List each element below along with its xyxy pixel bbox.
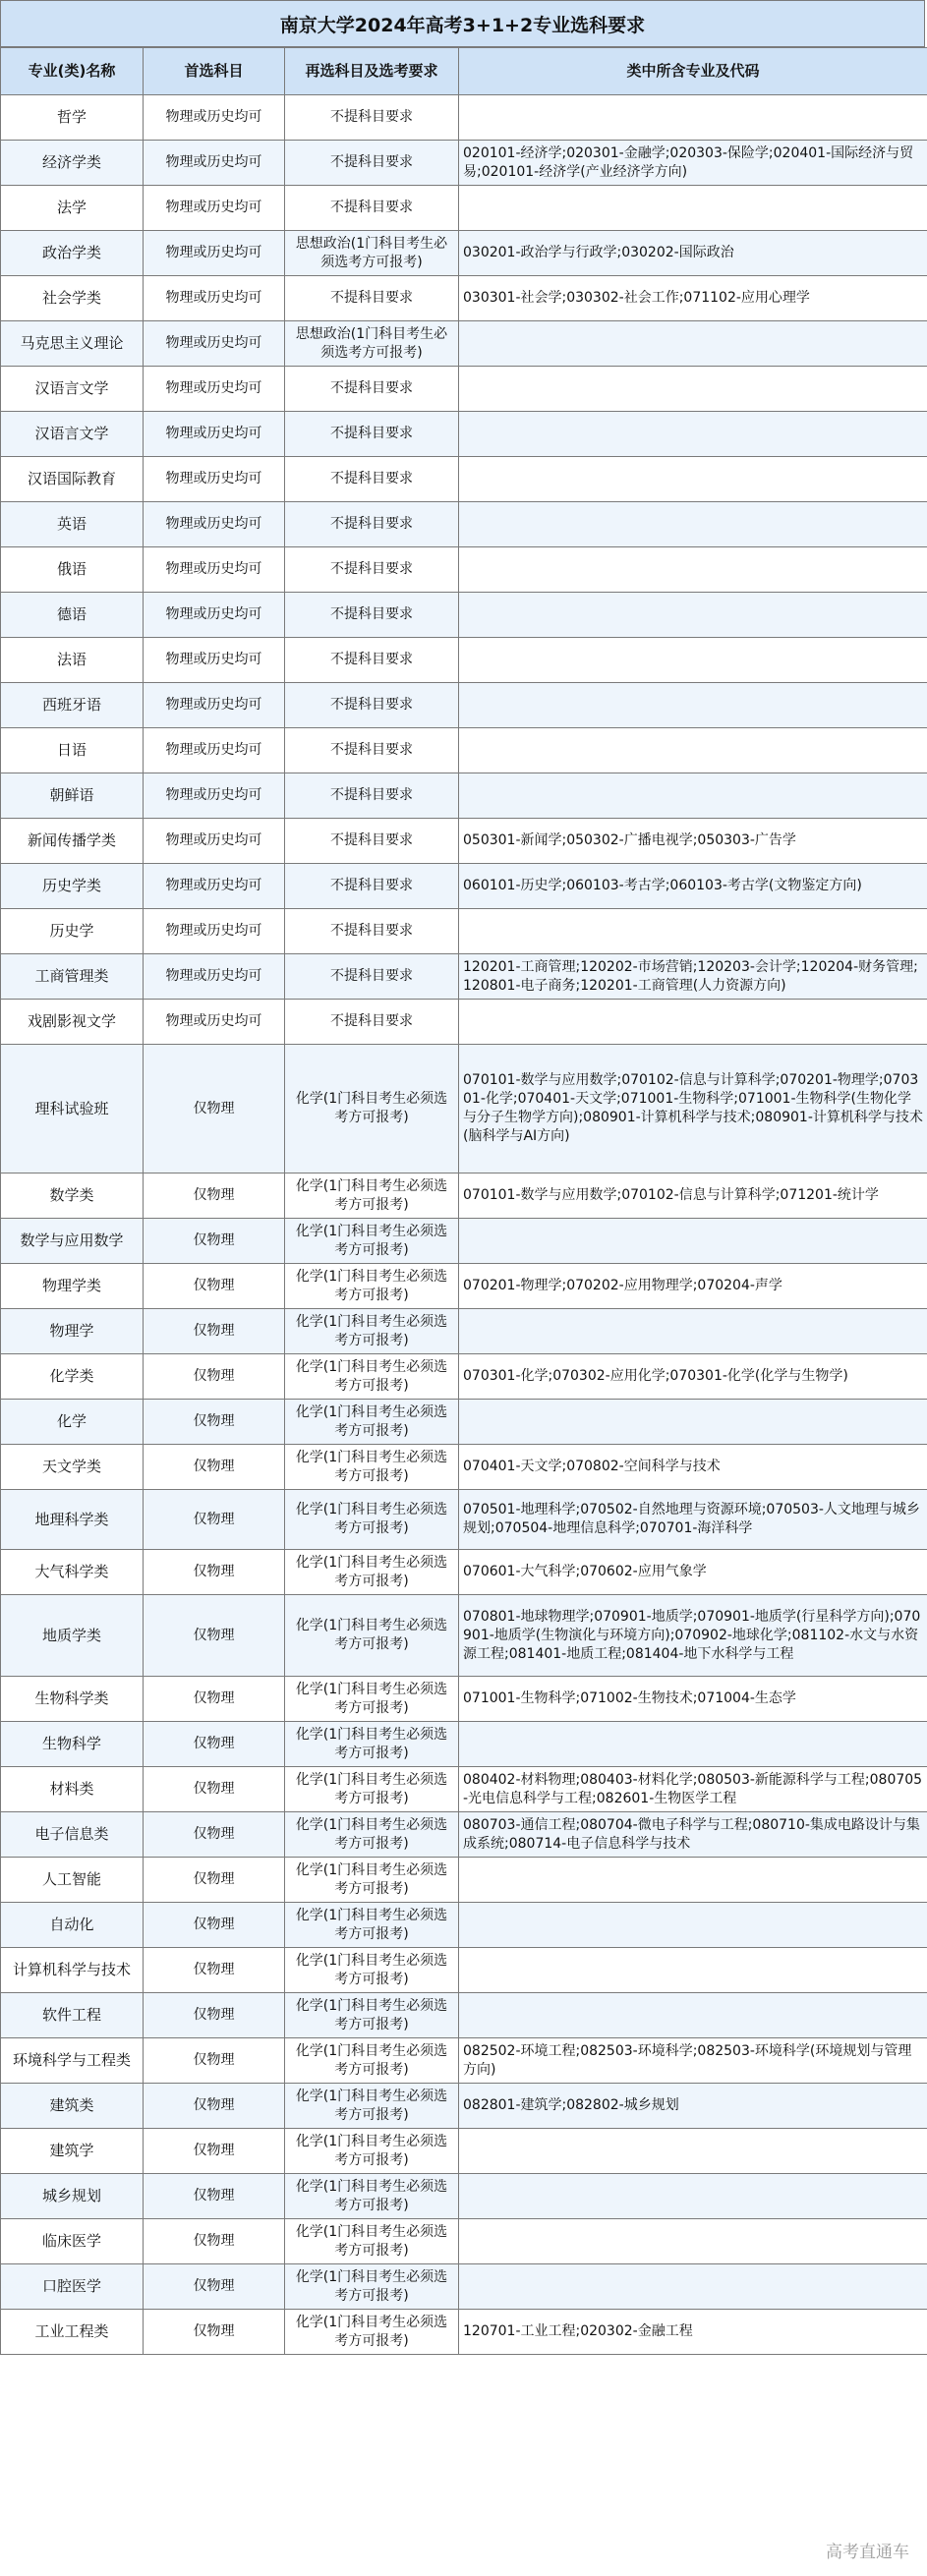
major-name-cell: 理科试验班 — [1, 1045, 144, 1174]
major-name-cell: 环境科学与工程类 — [1, 2038, 144, 2084]
second-subject-cell: 不提科目要求 — [285, 1000, 459, 1045]
table-row — [1, 1595, 927, 1677]
included-majors-cell: 070201-物理学;070202-应用物理学;070204-声学 — [459, 1264, 927, 1309]
table-row — [1, 1219, 927, 1264]
table-row — [1, 412, 927, 457]
major-name-cell: 马克思主义理论 — [1, 321, 144, 367]
first-subject-cell: 仅物理 — [144, 1677, 285, 1722]
second-subject-cell: 化学(1门科目考生必须选考方可报考) — [285, 2038, 459, 2084]
first-subject-cell: 物理或历史均可 — [144, 728, 285, 773]
included-majors-cell: 080703-通信工程;080704-微电子科学与工程;080710-集成电路设计与集成系统;080714-电子信息科学与技术 — [459, 1812, 927, 1858]
major-name-cell: 口腔医学 — [1, 2264, 144, 2310]
first-subject-cell: 物理或历史均可 — [144, 954, 285, 1000]
second-subject-cell: 化学(1门科目考生必须选考方可报考) — [285, 2219, 459, 2264]
table-row — [1, 593, 927, 638]
second-subject-cell: 化学(1门科目考生必须选考方可报考) — [285, 1174, 459, 1219]
included-majors-cell — [459, 2129, 927, 2174]
first-subject-cell: 仅物理 — [144, 1550, 285, 1595]
major-name-cell: 新闻传播学类 — [1, 819, 144, 864]
major-name-cell: 城乡规划 — [1, 2174, 144, 2219]
first-subject-cell: 仅物理 — [144, 1445, 285, 1490]
table-row — [1, 276, 927, 321]
major-name-cell: 物理学 — [1, 1309, 144, 1354]
major-name-cell: 数学类 — [1, 1174, 144, 1219]
first-subject-cell: 仅物理 — [144, 1722, 285, 1767]
first-subject-cell: 仅物理 — [144, 1264, 285, 1309]
table-row — [1, 1858, 927, 1903]
table-row — [1, 2084, 927, 2129]
major-name-cell: 哲学 — [1, 95, 144, 141]
table-row — [1, 1174, 927, 1219]
major-name-cell: 物理学类 — [1, 1264, 144, 1309]
second-subject-cell: 不提科目要求 — [285, 683, 459, 728]
included-majors-cell — [459, 2174, 927, 2219]
included-majors-cell — [459, 367, 927, 412]
table-row — [1, 2174, 927, 2219]
major-name-cell: 天文学类 — [1, 1445, 144, 1490]
table-row — [1, 141, 927, 186]
major-name-cell: 材料类 — [1, 1767, 144, 1812]
second-subject-cell: 化学(1门科目考生必须选考方可报考) — [285, 1309, 459, 1354]
first-subject-cell: 物理或历史均可 — [144, 819, 285, 864]
major-name-cell: 历史学 — [1, 909, 144, 954]
second-subject-cell: 不提科目要求 — [285, 954, 459, 1000]
table-row — [1, 95, 927, 141]
header-second-subject: 再选科目及选考要求 — [285, 48, 459, 95]
table-row — [1, 1903, 927, 1948]
table-row — [1, 1767, 927, 1812]
first-subject-cell: 仅物理 — [144, 1045, 285, 1174]
second-subject-cell: 不提科目要求 — [285, 547, 459, 593]
major-name-cell: 英语 — [1, 502, 144, 547]
major-name-cell: 经济学类 — [1, 141, 144, 186]
table-row — [1, 773, 927, 819]
first-subject-cell: 物理或历史均可 — [144, 367, 285, 412]
table-row — [1, 1354, 927, 1400]
included-majors-cell: 070601-大气科学;070602-应用气象学 — [459, 1550, 927, 1595]
included-majors-cell: 082502-环境工程;082503-环境科学;082503-环境科学(环境规划与管理方向) — [459, 2038, 927, 2084]
major-name-cell: 化学 — [1, 1400, 144, 1445]
second-subject-cell: 化学(1门科目考生必须选考方可报考) — [285, 1219, 459, 1264]
major-name-cell: 生物科学类 — [1, 1677, 144, 1722]
first-subject-cell: 物理或历史均可 — [144, 547, 285, 593]
major-name-cell: 戏剧影视文学 — [1, 1000, 144, 1045]
first-subject-cell: 仅物理 — [144, 2219, 285, 2264]
first-subject-cell: 仅物理 — [144, 2038, 285, 2084]
first-subject-cell: 仅物理 — [144, 1490, 285, 1550]
included-majors-cell — [459, 457, 927, 502]
table-row — [1, 1677, 927, 1722]
first-subject-cell: 物理或历史均可 — [144, 502, 285, 547]
second-subject-cell: 化学(1门科目考生必须选考方可报考) — [285, 1993, 459, 2038]
major-name-cell: 化学类 — [1, 1354, 144, 1400]
second-subject-cell: 化学(1门科目考生必须选考方可报考) — [285, 2129, 459, 2174]
table-row — [1, 1550, 927, 1595]
included-majors-cell: 070801-地球物理学;070901-地质学;070901-地质学(行星科学方向);070901-地质学(生物演化与环境方向);070902-地球化学;081102-水文与水资源工程;081401-地质工程;081404-地下水科学与工程 — [459, 1595, 927, 1677]
first-subject-cell: 仅物理 — [144, 2084, 285, 2129]
major-name-cell: 电子信息类 — [1, 1812, 144, 1858]
major-name-cell: 自动化 — [1, 1903, 144, 1948]
second-subject-cell: 化学(1门科目考生必须选考方可报考) — [285, 2264, 459, 2310]
first-subject-cell: 仅物理 — [144, 1595, 285, 1677]
table-header-row — [1, 48, 927, 95]
first-subject-cell: 仅物理 — [144, 2310, 285, 2355]
table-row — [1, 1309, 927, 1354]
table-row — [1, 231, 927, 276]
major-name-cell: 地理科学类 — [1, 1490, 144, 1550]
second-subject-cell: 不提科目要求 — [285, 276, 459, 321]
included-majors-cell — [459, 909, 927, 954]
major-name-cell: 法学 — [1, 186, 144, 231]
second-subject-cell: 化学(1门科目考生必须选考方可报考) — [285, 1045, 459, 1174]
first-subject-cell: 仅物理 — [144, 2174, 285, 2219]
second-subject-cell: 不提科目要求 — [285, 141, 459, 186]
second-subject-cell: 化学(1门科目考生必须选考方可报考) — [285, 2174, 459, 2219]
table-row — [1, 502, 927, 547]
included-majors-cell — [459, 1400, 927, 1445]
second-subject-cell: 不提科目要求 — [285, 593, 459, 638]
first-subject-cell: 仅物理 — [144, 1174, 285, 1219]
table-body — [1, 95, 927, 2355]
table-row — [1, 1400, 927, 1445]
second-subject-cell: 化学(1门科目考生必须选考方可报考) — [285, 1767, 459, 1812]
major-name-cell: 汉语言文学 — [1, 367, 144, 412]
second-subject-cell: 不提科目要求 — [285, 412, 459, 457]
second-subject-cell: 思想政治(1门科目考生必须选考方可报考) — [285, 321, 459, 367]
first-subject-cell: 仅物理 — [144, 1858, 285, 1903]
included-majors-cell: 070101-数学与应用数学;070102-信息与计算科学;071201-统计学 — [459, 1174, 927, 1219]
major-name-cell: 俄语 — [1, 547, 144, 593]
header-included-majors: 类中所含专业及代码 — [459, 48, 927, 95]
table-row — [1, 1445, 927, 1490]
first-subject-cell: 仅物理 — [144, 1812, 285, 1858]
second-subject-cell: 化学(1门科目考生必须选考方可报考) — [285, 1595, 459, 1677]
included-majors-cell: 070101-数学与应用数学;070102-信息与计算科学;070201-物理学;070301-化学;070401-天文学;071001-生物科学;071001-生物科学(生物化学与分子生物学方向);080901-计算机科学与技术;080901-计算机科学与技术(脑科学与AI方向) — [459, 1045, 927, 1174]
second-subject-cell: 化学(1门科目考生必须选考方可报考) — [285, 1490, 459, 1550]
major-name-cell: 政治学类 — [1, 231, 144, 276]
first-subject-cell: 仅物理 — [144, 1400, 285, 1445]
major-name-cell: 软件工程 — [1, 1993, 144, 2038]
second-subject-cell: 化学(1门科目考生必须选考方可报考) — [285, 1812, 459, 1858]
first-subject-cell: 物理或历史均可 — [144, 276, 285, 321]
first-subject-cell: 仅物理 — [144, 1767, 285, 1812]
second-subject-cell: 化学(1门科目考生必须选考方可报考) — [285, 1400, 459, 1445]
included-majors-cell — [459, 502, 927, 547]
second-subject-cell: 不提科目要求 — [285, 773, 459, 819]
first-subject-cell: 物理或历史均可 — [144, 95, 285, 141]
included-majors-cell: 082801-建筑学;082802-城乡规划 — [459, 2084, 927, 2129]
first-subject-cell: 仅物理 — [144, 2129, 285, 2174]
second-subject-cell: 化学(1门科目考生必须选考方可报考) — [285, 1948, 459, 1993]
page-title: 南京大学2024年高考3+1+2专业选科要求 — [0, 0, 925, 47]
table-row — [1, 457, 927, 502]
major-name-cell: 历史学类 — [1, 864, 144, 909]
major-name-cell: 人工智能 — [1, 1858, 144, 1903]
table-row — [1, 186, 927, 231]
included-majors-cell — [459, 2219, 927, 2264]
second-subject-cell: 不提科目要求 — [285, 728, 459, 773]
major-name-cell: 临床医学 — [1, 2219, 144, 2264]
included-majors-cell — [459, 547, 927, 593]
table-row — [1, 909, 927, 954]
table-row — [1, 1045, 927, 1174]
second-subject-cell: 化学(1门科目考生必须选考方可报考) — [285, 1264, 459, 1309]
second-subject-cell: 不提科目要求 — [285, 95, 459, 141]
included-majors-cell — [459, 1903, 927, 1948]
included-majors-cell — [459, 1858, 927, 1903]
table-row — [1, 2219, 927, 2264]
first-subject-cell: 仅物理 — [144, 1354, 285, 1400]
included-majors-cell — [459, 1309, 927, 1354]
major-name-cell: 生物科学 — [1, 1722, 144, 1767]
second-subject-cell: 不提科目要求 — [285, 367, 459, 412]
included-majors-cell — [459, 773, 927, 819]
included-majors-cell — [459, 1948, 927, 1993]
table-row — [1, 683, 927, 728]
second-subject-cell: 不提科目要求 — [285, 819, 459, 864]
subject-requirements-table — [0, 47, 927, 2355]
included-majors-cell — [459, 728, 927, 773]
included-majors-cell — [459, 186, 927, 231]
included-majors-cell — [459, 1722, 927, 1767]
first-subject-cell: 仅物理 — [144, 1219, 285, 1264]
table-row — [1, 1948, 927, 1993]
first-subject-cell: 物理或历史均可 — [144, 638, 285, 683]
included-majors-cell: 120201-工商管理;120202-市场营销;120203-会计学;120204-财务管理;120801-电子商务;120201-工商管理(人力资源方向) — [459, 954, 927, 1000]
first-subject-cell: 仅物理 — [144, 1309, 285, 1354]
watermark: 高考直通车 — [826, 2543, 909, 2562]
included-majors-cell — [459, 95, 927, 141]
second-subject-cell: 化学(1门科目考生必须选考方可报考) — [285, 1722, 459, 1767]
major-name-cell: 建筑学 — [1, 2129, 144, 2174]
first-subject-cell: 物理或历史均可 — [144, 909, 285, 954]
included-majors-cell: 020101-经济学;020301-金融学;020303-保险学;020401-国际经济与贸易;020101-经济学(产业经济学方向) — [459, 141, 927, 186]
first-subject-cell: 物理或历史均可 — [144, 186, 285, 231]
included-majors-cell: 070301-化学;070302-应用化学;070301-化学(化学与生物学) — [459, 1354, 927, 1400]
included-majors-cell — [459, 1219, 927, 1264]
included-majors-cell — [459, 1993, 927, 2038]
major-name-cell: 地质学类 — [1, 1595, 144, 1677]
first-subject-cell: 物理或历史均可 — [144, 773, 285, 819]
header-first-subject: 首选科目 — [144, 48, 285, 95]
second-subject-cell: 思想政治(1门科目考生必须选考方可报考) — [285, 231, 459, 276]
included-majors-cell: 060101-历史学;060103-考古学;060103-考古学(文物鉴定方向) — [459, 864, 927, 909]
first-subject-cell: 仅物理 — [144, 1903, 285, 1948]
second-subject-cell: 化学(1门科目考生必须选考方可报考) — [285, 1677, 459, 1722]
major-name-cell: 数学与应用数学 — [1, 1219, 144, 1264]
header-major-name: 专业(类)名称 — [1, 48, 144, 95]
included-majors-cell: 070501-地理科学;070502-自然地理与资源环境;070503-人文地理与城乡规划;070504-地理信息科学;070701-海洋科学 — [459, 1490, 927, 1550]
major-name-cell: 建筑类 — [1, 2084, 144, 2129]
second-subject-cell: 不提科目要求 — [285, 638, 459, 683]
first-subject-cell: 物理或历史均可 — [144, 231, 285, 276]
table-row — [1, 1722, 927, 1767]
first-subject-cell: 物理或历史均可 — [144, 141, 285, 186]
second-subject-cell: 化学(1门科目考生必须选考方可报考) — [285, 1550, 459, 1595]
major-name-cell: 汉语国际教育 — [1, 457, 144, 502]
first-subject-cell: 仅物理 — [144, 1993, 285, 2038]
table-row — [1, 1993, 927, 2038]
included-majors-cell: 070401-天文学;070802-空间科学与技术 — [459, 1445, 927, 1490]
first-subject-cell: 物理或历史均可 — [144, 412, 285, 457]
major-name-cell: 工商管理类 — [1, 954, 144, 1000]
included-majors-cell: 030201-政治学与行政学;030202-国际政治 — [459, 231, 927, 276]
included-majors-cell — [459, 2264, 927, 2310]
second-subject-cell: 化学(1门科目考生必须选考方可报考) — [285, 1354, 459, 1400]
table-row — [1, 1264, 927, 1309]
included-majors-cell: 050301-新闻学;050302-广播电视学;050303-广告学 — [459, 819, 927, 864]
second-subject-cell: 不提科目要求 — [285, 502, 459, 547]
table-row — [1, 954, 927, 1000]
table-row — [1, 819, 927, 864]
major-name-cell: 计算机科学与技术 — [1, 1948, 144, 1993]
included-majors-cell: 071001-生物科学;071002-生物技术;071004-生态学 — [459, 1677, 927, 1722]
table-row — [1, 728, 927, 773]
major-name-cell: 工业工程类 — [1, 2310, 144, 2355]
major-name-cell: 日语 — [1, 728, 144, 773]
second-subject-cell: 化学(1门科目考生必须选考方可报考) — [285, 2310, 459, 2355]
first-subject-cell: 仅物理 — [144, 1948, 285, 1993]
table-row — [1, 638, 927, 683]
first-subject-cell: 物理或历史均可 — [144, 1000, 285, 1045]
included-majors-cell: 030301-社会学;030302-社会工作;071102-应用心理学 — [459, 276, 927, 321]
second-subject-cell: 不提科目要求 — [285, 864, 459, 909]
table-row — [1, 547, 927, 593]
table-row — [1, 2310, 927, 2355]
table-row — [1, 1812, 927, 1858]
first-subject-cell: 物理或历史均可 — [144, 683, 285, 728]
first-subject-cell: 物理或历史均可 — [144, 321, 285, 367]
table-row — [1, 1000, 927, 1045]
included-majors-cell — [459, 321, 927, 367]
major-name-cell: 汉语言文学 — [1, 412, 144, 457]
table-row — [1, 2264, 927, 2310]
second-subject-cell: 化学(1门科目考生必须选考方可报考) — [285, 1445, 459, 1490]
included-majors-cell — [459, 638, 927, 683]
first-subject-cell: 物理或历史均可 — [144, 864, 285, 909]
major-name-cell: 西班牙语 — [1, 683, 144, 728]
second-subject-cell: 化学(1门科目考生必须选考方可报考) — [285, 1858, 459, 1903]
table-row — [1, 367, 927, 412]
first-subject-cell: 仅物理 — [144, 2264, 285, 2310]
second-subject-cell: 不提科目要求 — [285, 909, 459, 954]
major-name-cell: 大气科学类 — [1, 1550, 144, 1595]
included-majors-cell — [459, 593, 927, 638]
first-subject-cell: 物理或历史均可 — [144, 593, 285, 638]
first-subject-cell: 物理或历史均可 — [144, 457, 285, 502]
table-row — [1, 864, 927, 909]
second-subject-cell: 化学(1门科目考生必须选考方可报考) — [285, 2084, 459, 2129]
included-majors-cell — [459, 683, 927, 728]
second-subject-cell: 不提科目要求 — [285, 457, 459, 502]
table-row — [1, 2038, 927, 2084]
major-name-cell: 社会学类 — [1, 276, 144, 321]
table-row — [1, 2129, 927, 2174]
second-subject-cell: 化学(1门科目考生必须选考方可报考) — [285, 1903, 459, 1948]
major-name-cell: 朝鲜语 — [1, 773, 144, 819]
table-row — [1, 1490, 927, 1550]
major-name-cell: 法语 — [1, 638, 144, 683]
included-majors-cell: 120701-工业工程;020302-金融工程 — [459, 2310, 927, 2355]
included-majors-cell: 080402-材料物理;080403-材料化学;080503-新能源科学与工程;080705-光电信息科学与工程;082601-生物医学工程 — [459, 1767, 927, 1812]
table-row — [1, 321, 927, 367]
included-majors-cell — [459, 412, 927, 457]
major-name-cell: 德语 — [1, 593, 144, 638]
second-subject-cell: 不提科目要求 — [285, 186, 459, 231]
included-majors-cell — [459, 1000, 927, 1045]
